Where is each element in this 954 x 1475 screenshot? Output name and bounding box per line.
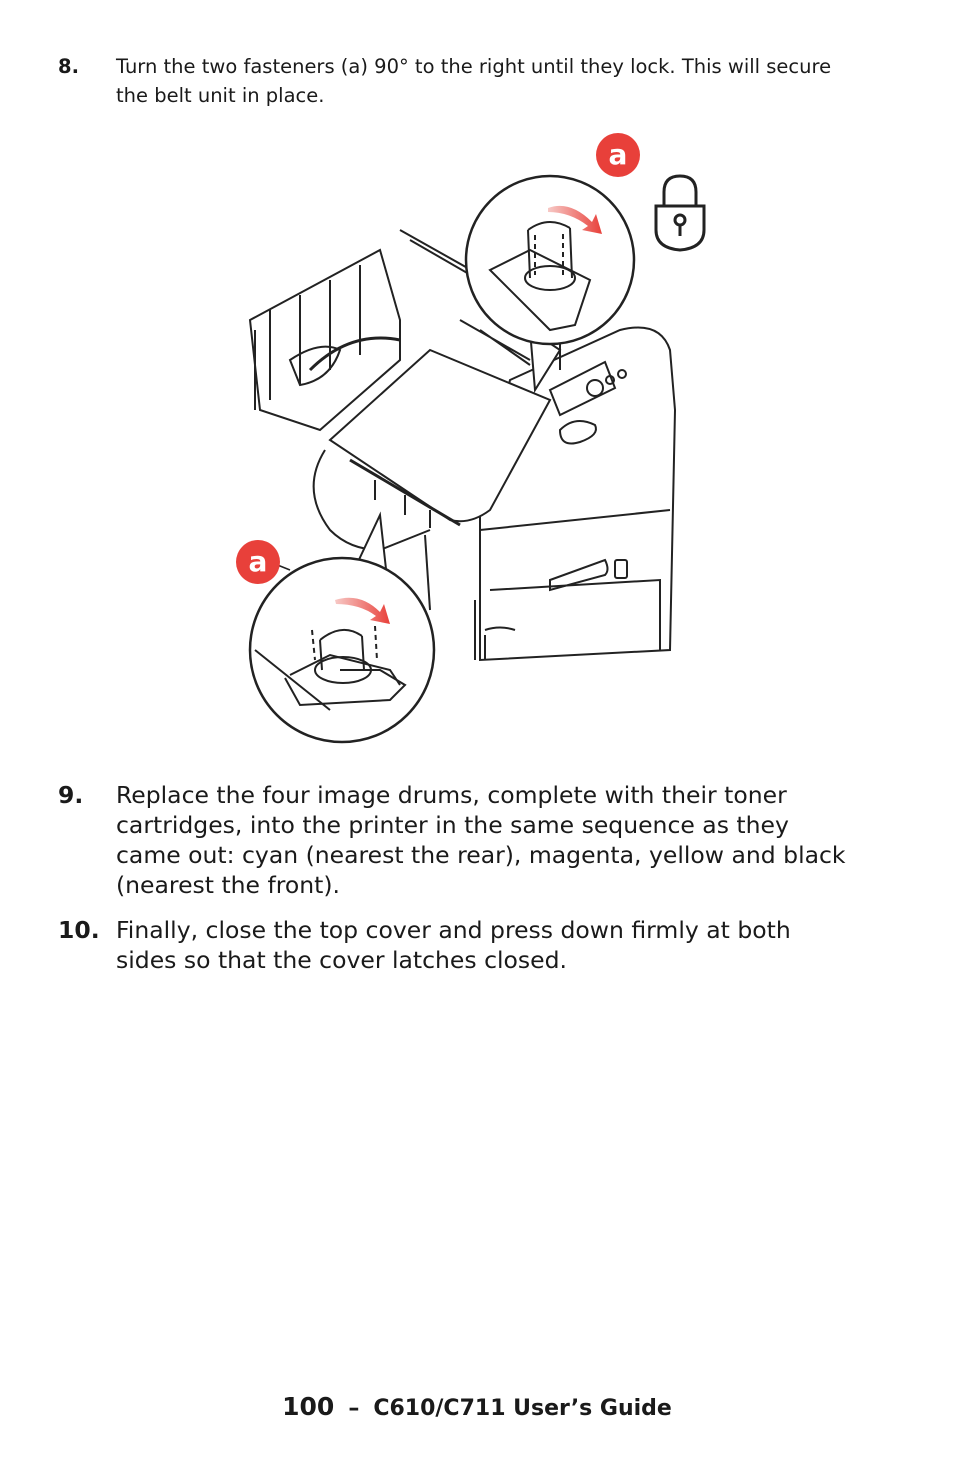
step-text: Turn the two fasteners (a) 90° to the right until they lock. This will secure the belt unit in place. — [116, 55, 832, 107]
callout-label-top — [596, 133, 640, 177]
callout-bottom — [250, 515, 434, 742]
step-number: 10. — [58, 916, 100, 944]
footer-separator: – — [348, 1396, 360, 1421]
lock-icon — [656, 176, 704, 250]
svg-text:a: a — [248, 545, 268, 578]
guide-title: C610/C711 User’s Guide — [373, 1396, 672, 1421]
page-number: 100 — [282, 1392, 335, 1421]
step-text: Replace the four image drums, complete with their toner cartridges, into the printer in the same sequence as they came out: cyan (nearest the rear), magenta, yellow and black (nearest the front). — [116, 781, 846, 899]
step-10 — [58, 915, 858, 975]
printer-illustration — [230, 130, 730, 750]
step-number: 9. — [58, 781, 84, 809]
callout-label-bottom — [236, 540, 280, 584]
printer-body — [475, 328, 675, 661]
step-text: Finally, close the top cover and press down firmly at both sides so that the cover latches closed. — [116, 916, 791, 974]
step-8 — [58, 52, 858, 110]
svg-text:a: a — [608, 138, 628, 171]
step-number: 8. — [58, 55, 79, 78]
page-footer — [0, 1392, 954, 1421]
step-9 — [58, 780, 858, 900]
